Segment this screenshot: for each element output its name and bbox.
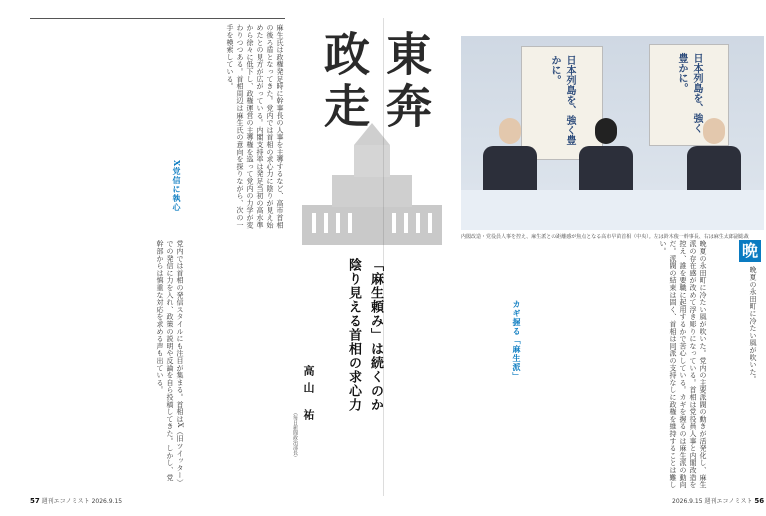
body-text-right-main: 晩夏の永田町に冷たい風が吹いた。党内の主要派閥の動きが活発化し、麻生派の存在感が改めて浮き彫りになっている。首相は党役員人事と内閣改造を控え、誰を要職に起用するかで苦心している。カギを握るのは麻生派の動向だ。派閥の結束は固く、首相は同派の支持なしに政権を維持することは難しい。 bbox=[659, 240, 707, 489]
diet-building-illustration bbox=[292, 115, 452, 245]
press-table bbox=[461, 190, 764, 230]
page-number-right: 56 bbox=[754, 497, 765, 505]
footer-left bbox=[30, 496, 122, 505]
footer-right bbox=[672, 496, 764, 505]
headline-line2: 陰り見える首相の求心力 bbox=[346, 258, 361, 412]
person-right bbox=[687, 118, 741, 190]
header-title-line2: 政走 bbox=[317, 30, 371, 134]
person-center bbox=[579, 118, 633, 190]
banner-left-text: 日本列島を、強く豊かに。 bbox=[549, 55, 575, 145]
page-number-left: 57 bbox=[30, 497, 40, 505]
body-text-left-upper: 麻生氏は政権発足時に幹事長の人事を主導するなど、高市首相の後ろ盾となってきた。党内では首相の求心力に陰りが見え始めたとの見方が広がっている。内閣支持率は発足当初の高水準から徐々に低下し、政権運営の主導権を巡って党内の力学が変わりつつある。首相周辺は麻生氏の意向を探りながら、次の一手を模索している。 bbox=[226, 24, 284, 229]
body-text-left-lower: 党内では首相の発信スタイルにも注目が集まる。首相はX（旧ツイッター）での発信に力を入れ、政策の説明や反論を自ら投稿してきた。しかし、党幹部からは慎重な対応を求める声も出ている。 bbox=[156, 240, 184, 487]
section-heading-x: X党信に執心 bbox=[172, 160, 182, 213]
footer-left-label: 週刊エコノミスト 2026.9.15 bbox=[41, 498, 123, 505]
section-heading-aso: カギ握る「麻生派」 bbox=[512, 300, 522, 381]
drop-cap: 晩 bbox=[739, 240, 761, 262]
author-name: 高山 祐 bbox=[302, 365, 315, 426]
author-affiliation: （毎日新聞政治部長） bbox=[292, 410, 298, 460]
press-photo bbox=[461, 36, 764, 230]
banner-right-text: 日本列島を、強く豊かに。 bbox=[676, 53, 702, 133]
headline-line1: 「麻生頼み」は続くのか bbox=[368, 258, 383, 412]
photo-caption: 内閣改造・党役員人事を控え、麻生派との距離感が焦点となる高市早苗首相（中央）。左は鈴木俊一幹事長、右は麻生太郎副総裁 bbox=[461, 234, 749, 240]
header-title-line1: 東奔 bbox=[379, 30, 433, 134]
top-rule bbox=[30, 18, 285, 19]
person-left bbox=[483, 118, 537, 190]
body-text-right-lead: 晩夏の永田町に冷たい風が吹いた。 bbox=[749, 266, 757, 383]
footer-right-label: 2026.9.15 週刊エコノミスト bbox=[672, 498, 753, 505]
